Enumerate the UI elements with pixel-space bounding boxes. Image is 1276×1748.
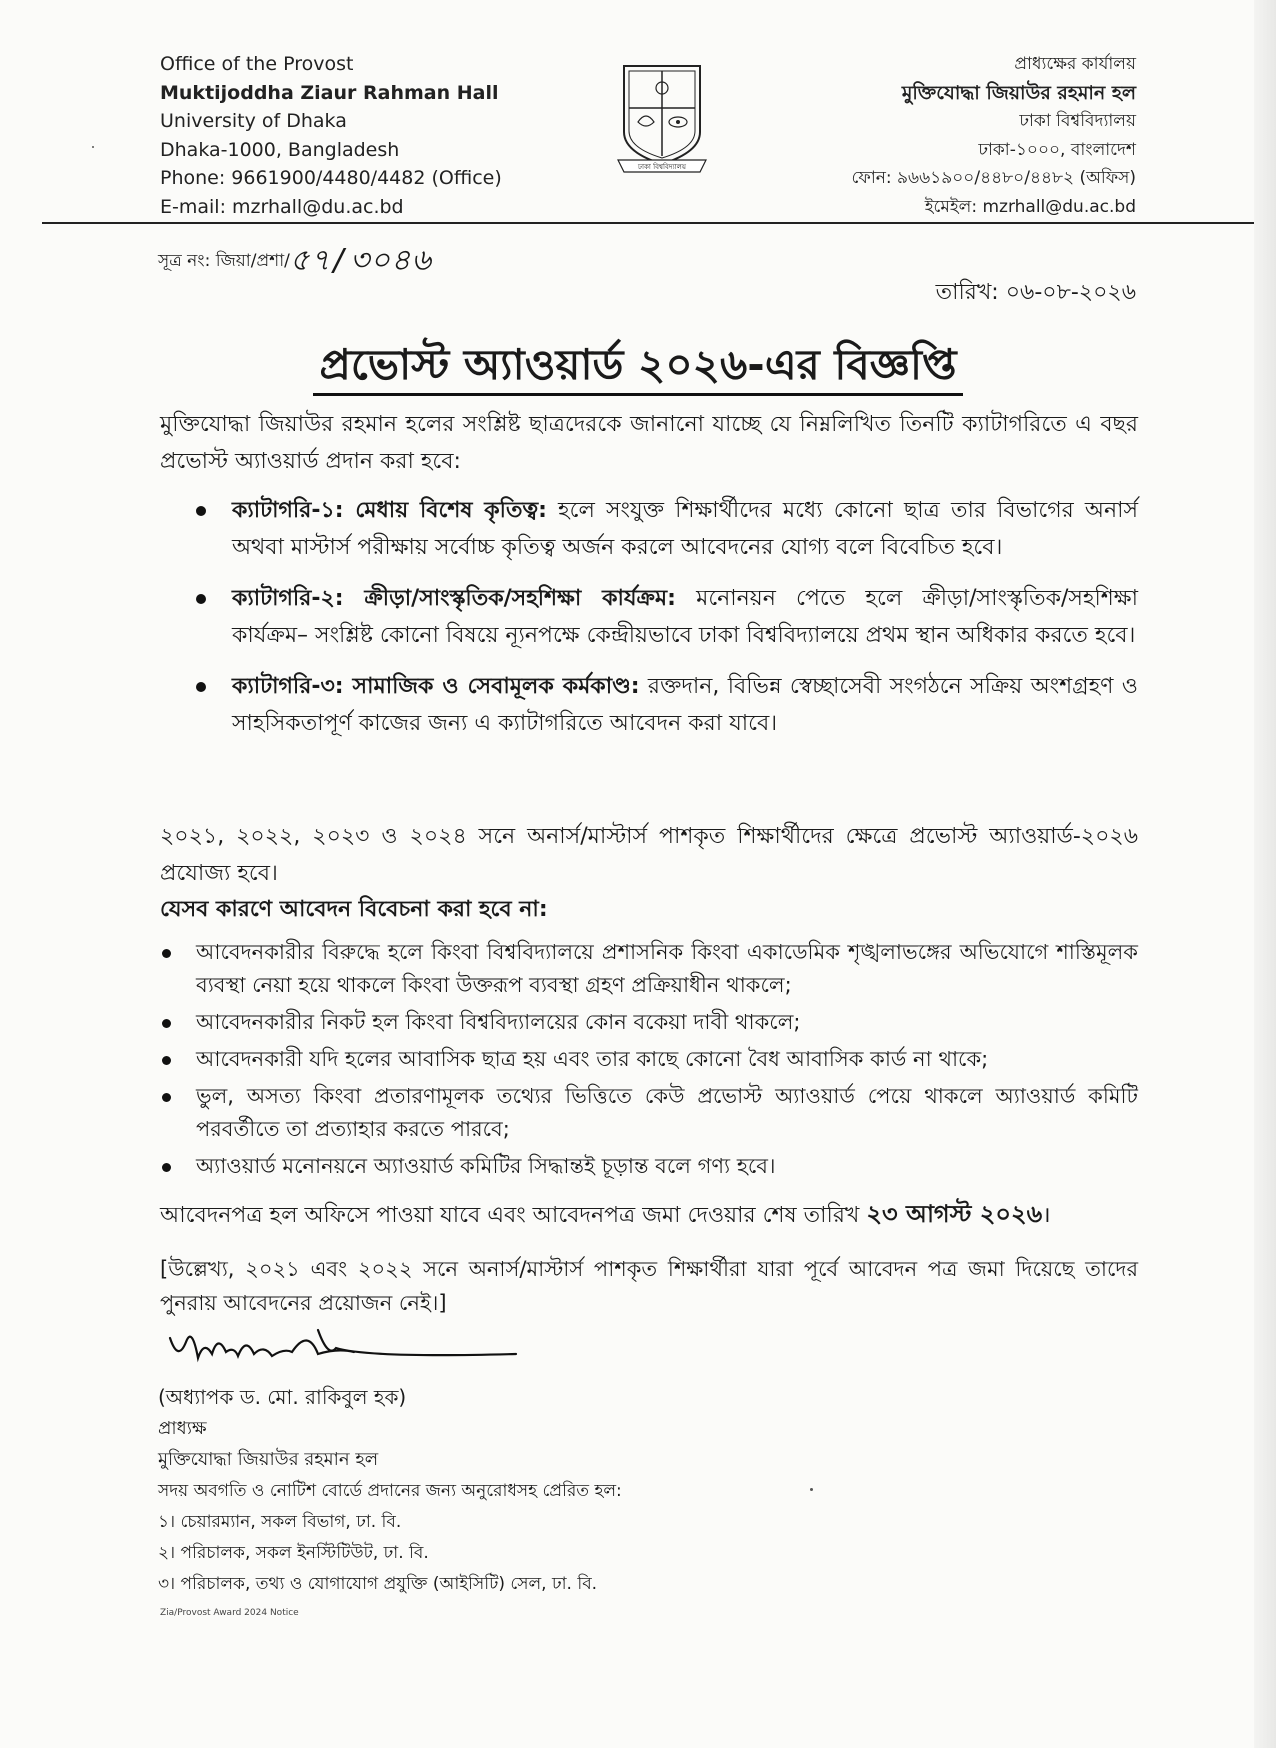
deadline-end: । — [1042, 1203, 1051, 1228]
office-label: Office of the Provost — [160, 53, 354, 75]
reasons-heading: যেসব কারণে আবেদন বিবেচনা করা হবে না: — [160, 897, 548, 922]
reason-text: আবেদনকারী যদি হলের আবাসিক ছাত্র হয় এবং তার কাছে কোনো বৈধ আবাসিক কার্ড না থাকে; — [196, 1047, 989, 1071]
seal-label: ঢাকা বিশ্ববিদ্যালয় — [637, 163, 687, 171]
phone-line: Phone: 9661900/4480/4482 (Office) — [160, 167, 502, 189]
university-name-bn: ঢাকা বিশ্ববিদ্যালয় — [1019, 111, 1136, 131]
category-heading: ক্যাটাগরি-২: ক্রীড়া/সাংস্কৃতিক/সহশিক্ষা কার্যক্রম: — [232, 586, 676, 611]
reasons-list — [160, 936, 1138, 1187]
bullet-icon — [162, 1019, 171, 1028]
file-footer: Zia/Provost Award 2024 Notice — [160, 1608, 299, 1618]
bullet-icon — [162, 1056, 171, 1065]
university-seal-icon — [616, 60, 708, 178]
reason-item — [160, 1080, 1138, 1146]
category-text: মনোনয়ন পেতে হলে ক্রীড়া/সাংস্কৃতিক/সহশিক্ষা কার্যক্রম– সংশ্লিষ্ট কোনো বিষয়ে ন্যূনপক্ষে কেন্দ্রীয়ভাবে ঢাকা বিশ্ববিদ্যালয়ে প্রথম স্থান অধিকার করতে হবে। — [232, 586, 1138, 648]
reason-item — [160, 1150, 1138, 1183]
header-english — [160, 50, 502, 221]
scan-speck — [810, 1488, 813, 1491]
bullet-icon — [162, 1163, 171, 1172]
city-address: Dhaka-1000, Bangladesh — [160, 138, 400, 161]
header-divider — [42, 222, 1254, 224]
reason-item — [160, 1006, 1138, 1039]
category-heading: ক্যাটাগরি-১: মেধায় বিশেষ কৃতিত্ব: — [232, 498, 547, 523]
hall-name: Muktijoddha Ziaur Rahman Hall — [160, 81, 499, 104]
category-text: রক্তদান, বিভিন্ন স্বেচ্ছাসেবী সংগঠনে সক্রিয় অংশগ্রহণ ও সাহসিকতাপূর্ণ কাজের জন্য এ ক্যাটাগরিতে আবেদন করা যাবে। — [232, 674, 1138, 736]
reason-item — [160, 1043, 1138, 1076]
signatory-hall: মুক্তিযোদ্ধা জিয়াউর রহমান হল — [158, 1449, 379, 1470]
signatory-designation: প্রাধ্যক্ষ — [158, 1418, 207, 1439]
bullet-icon — [162, 1093, 171, 1102]
category-heading: ক্যাটাগরি-৩: সামাজিক ও সেবামূলক কর্মকাণ্ড: — [232, 674, 640, 699]
copies-intro: সদয় অবগতি ও নোটিশ বোর্ডে প্রদানের জন্য অনুরোধসহ প্রেরিত হল: — [158, 1481, 622, 1501]
page-edge — [1254, 0, 1276, 1748]
signatory-block — [158, 1382, 406, 1475]
bullet-icon — [196, 682, 206, 692]
reference-number — [158, 232, 432, 283]
category-item — [196, 580, 1138, 654]
intro-paragraph: মুক্তিযোদ্ধা জিয়াউর রহমান হলের সংশ্লিষ্ট ছাত্রদেরকে জানানো যাচ্ছে যে নিম্নলিখিত তিনটি ক্যাটাগরিতে এ বছর প্রভোস্ট অ্যাওয়ার্ড প্রদান করা হবে: — [160, 412, 1138, 474]
reference-prefix: সূত্র নং: জিয়া/প্রশা/ — [158, 251, 290, 271]
reason-text: আবেদনকারীর নিকট হল কিংবা বিশ্ববিদ্যালয়ের কোন বকেয়া দাবী থাকলে; — [196, 1010, 801, 1034]
deadline-paragraph — [160, 1196, 1051, 1234]
email-line-bn: ইমেইল: mzrhall@du.ac.bd — [924, 196, 1136, 217]
deadline-date: ২৩ আগস্ট ২০২৬ — [866, 1200, 1043, 1228]
bullet-icon — [196, 594, 206, 604]
category-list — [196, 492, 1138, 756]
notice-title-text: প্রভোস্ট অ্যাওয়ার্ড ২০২৬-এর বিজ্ঞপ্তি — [313, 340, 962, 396]
scan-speck — [92, 146, 94, 148]
hall-name-bn: মুক্তিযোদ্ধা জিয়াউর রহমান হল — [901, 81, 1136, 104]
reference-handwritten-number: ৫৭/৩০৪৬ — [289, 243, 432, 278]
copy-recipient: ৩। পরিচালক, তথ্য ও যোগাযোগ প্রযুক্তি (আইসিটি) সেল, ঢা. বি. — [158, 1574, 598, 1594]
city-address-bn: ঢাকা-১০০০, বাংলাদেশ — [978, 139, 1136, 160]
bullet-icon — [162, 949, 171, 958]
notice-date: তারিখ: ০৬-০৮-২০২৬ — [935, 280, 1136, 305]
university-name: University of Dhaka — [160, 110, 347, 132]
handwritten-signature — [168, 1318, 518, 1378]
phone-line-bn: ফোন: ৯৬৬১৯০০/৪৪৮০/৪৪৮২ (অফিস) — [851, 168, 1136, 188]
bullet-icon — [196, 506, 206, 516]
office-label-bn: প্রাধ্যক্ষের কার্যালয় — [1014, 54, 1136, 74]
eligible-years-paragraph: ২০২১, ২০২২, ২০২৩ ও ২০২৪ সনে অনার্স/মাস্টার্স পাশকৃত শিক্ষার্থীদের ক্ষেত্রে প্রভোস্ট অ্যাওয়ার্ড-২০২৬ প্রযোজ্য হবে। — [160, 824, 1138, 886]
category-text: হলে সংযুক্ত শিক্ষার্থীদের মধ্যে কোনো ছাত্র তার বিভাগের অনার্স অথবা মাস্টার্স পরীক্ষায় সর্বোচ্চ কৃতিত্ব অর্জন করলে আবেদনের যোগ্য বলে বিবেচিত হবে। — [232, 498, 1138, 560]
header-bangla — [852, 50, 1137, 221]
email-line: E-mail: mzrhall@du.ac.bd — [160, 195, 404, 218]
reason-item — [160, 936, 1138, 1002]
notice-title — [0, 332, 1276, 403]
deadline-text: আবেদনপত্র হল অফিসে পাওয়া যাবে এবং আবেদনপত্র জমা দেওয়ার শেষ তারিখ — [160, 1203, 867, 1228]
category-item — [196, 668, 1138, 742]
signatory-name: (অধ্যাপক ড. মো. রাকিবুল হক) — [158, 1385, 407, 1409]
reason-text: ভুল, অসত্য কিংবা প্রতারণামূলক তথ্যের ভিত্তিতে কেউ প্রভোস্ট অ্যাওয়ার্ড পেয়ে থাকলে অ্যাওয়ার্ড কমিটি পরবর্তীতে তা প্রত্যাহার করতে পারবে; — [196, 1084, 1138, 1141]
copies-to-block — [158, 1476, 622, 1600]
reason-text: অ্যাওয়ার্ড মনোনয়নে অ্যাওয়ার্ড কমিটির সিদ্ধান্তই চূড়ান্ত বলে গণ্য হবে। — [196, 1154, 776, 1178]
copy-recipient: ২। পরিচালক, সকল ইনস্টিটিউট, ঢা. বি. — [158, 1543, 429, 1563]
category-item — [196, 492, 1138, 566]
note-paragraph: [উল্লেখ্য, ২০২১ এবং ২০২২ সনে অনার্স/মাস্টার্স পাশকৃত শিক্ষার্থীরা যারা পূর্বে আবেদন পত্র জমা দিয়েছে তাদের পুনরায় আবেদনের প্রয়োজন নেই।] — [160, 1257, 1138, 1315]
reason-text: আবেদনকারীর বিরুদ্ধে হলে কিংবা বিশ্ববিদ্যালয়ে প্রশাসনিক কিংবা একাডেমিক শৃঙ্খলাভঙ্গের অভিযোগে শাস্তিমূলক ব্যবস্থা নেয়া হয়ে থাকলে কিংবা উক্তরূপ ব্যবস্থা গ্রহণ প্রক্রিয়াধীন থাকলে; — [196, 940, 1138, 997]
copy-recipient: ১। চেয়ারম্যান, সকল বিভাগ, ঢা. বি. — [158, 1512, 402, 1532]
